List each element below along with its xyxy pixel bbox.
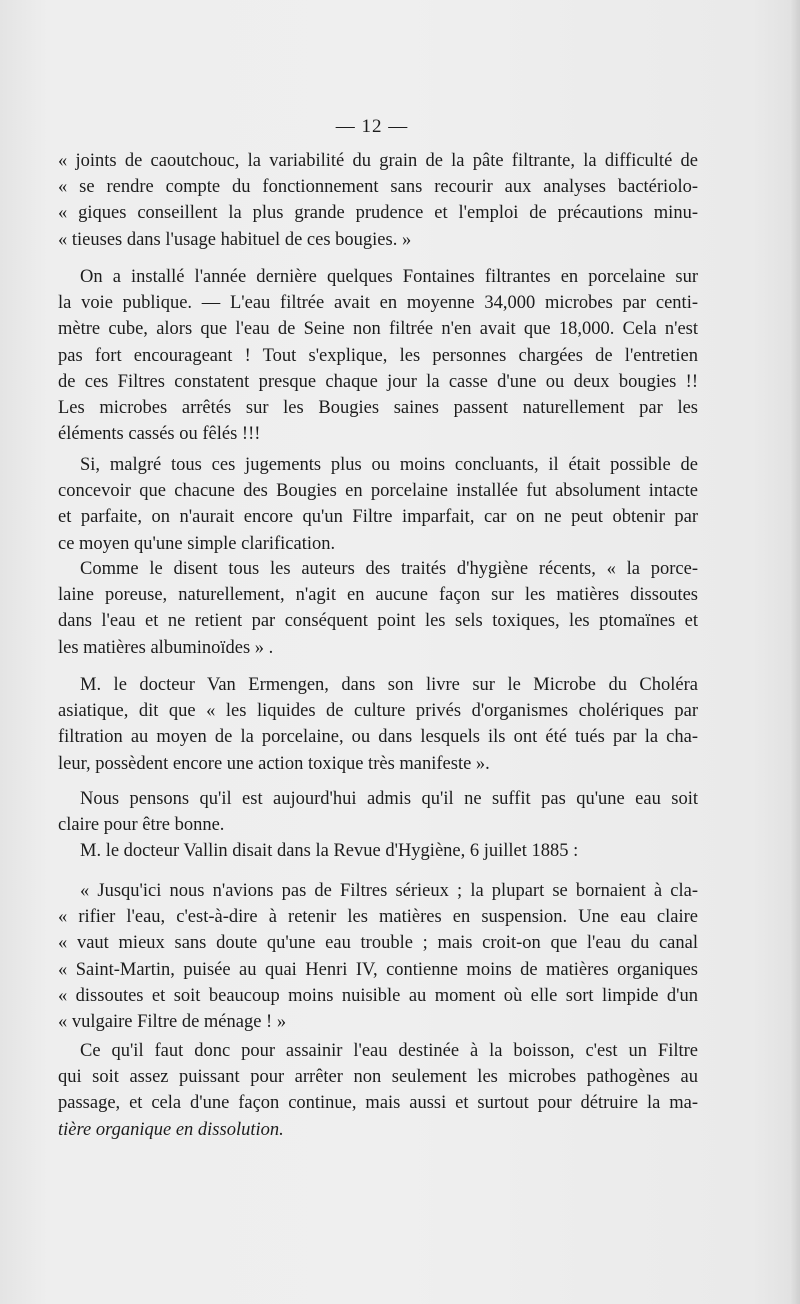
text-line: mètre cube, alors que l'eau de Seine non filtrée n'en avait que 18,000. Cela n'est [58,319,698,340]
text-line: asiatique, dit que « les liquides de culture privés d'organismes cholériques par [58,701,698,722]
text-line: pas fort encourageant ! Tout s'explique, les personnes chargées de l'entretien [58,345,698,366]
text-line: Ce qu'il faut donc pour assainir l'eau destinée à la boisson, c'est un Filtre [80,1041,698,1061]
text-line: « Jusqu'ici nous n'avions pas de Filtres sérieux ; la plupart se bornaient à cla- [80,881,698,901]
text-line: On a installé l'année dernière quelques Fontaines filtrantes en porcelaine sur [80,267,698,287]
paragraph-fontaines [58,264,698,447]
paragraph-van-ermengen [58,672,698,777]
text-line: « dissoutes et soit beaucoup moins nuisible au moment où elle sort limpide d'un [58,985,698,1006]
text-line: ce moyen qu'une simple clarification. [58,533,336,554]
text-line: « se rendre compte du fonctionnement sans recourir aux analyses bactériolo- [58,177,698,198]
text-line: Nous pensons qu'il est aujourd'hui admis qu'il ne suffit pas qu'une eau soit [80,789,698,809]
text-line: « giques conseillent la plus grande prudence et l'emploi de précautions minu- [58,203,698,224]
text-line: « vulgaire Filtre de ménage ! » [58,1012,287,1033]
text-line: « tieuses dans l'usage habituel de ces bougies. » [58,229,412,250]
text-line: laine poreuse, naturellement, n'agit en aucune façon sur les matières dissoutes [58,585,698,606]
text-line: tière organique en dissolution. [58,1119,284,1140]
page-number: — 12 — [335,116,409,137]
text-line: concevoir que chacune des Bougies en porcelaine installée fut absolument intacte [58,481,698,502]
text-line: « Saint-Martin, puisée au quai Henri IV, contienne moins de matières organiques [58,959,698,980]
text-line: de ces Filtres constatent presque chaque jour la casse d'une ou deux bougies !! [58,371,698,392]
text-line: M. le docteur Vallin disait dans la Revue d'Hygiène, 6 juillet 1885 : [80,841,579,861]
text-line: Comme le disent tous les auteurs des traités d'hygiène récents, « la porce- [80,559,698,579]
text-line: « rifier l'eau, c'est-à-dire à retenir les matières en suspension. Une eau claire [58,907,698,928]
text-line: Les microbes arrêtés sur les Bougies saines passent naturellement par les [58,398,698,419]
text-line: qui soit assez puissant pour arrêter non seulement les microbes pathogènes au [58,1067,698,1088]
text-line: « vaut mieux sans doute qu'une eau trouble ; mais croit-on que l'eau du canal [58,933,698,954]
text-line: éléments cassés ou fêlés !!! [58,424,261,445]
page-edge-shadow [790,0,800,1304]
paragraph-vallin-quote [58,878,698,1035]
text-line: les matières albuminoïdes » . [58,637,274,658]
paragraph-porcelaine [58,556,698,661]
text-line: passage, et cela d'une façon continue, mais aussi et surtout pour détruire la ma- [58,1093,698,1114]
text-line: et parfaite, on n'aurait encore qu'un Filtre imparfait, car on ne peut obtenir par [58,507,698,528]
paragraph-eau-claire [58,786,698,838]
paragraph-bougies [58,452,698,557]
text-line: filtration au moyen de la porcelaine, ou dans lesquels ils ont été tués par la cha- [58,727,698,748]
text-line: Si, malgré tous ces jugements plus ou moins concluants, il était possible de [80,455,698,475]
paragraph-conclusion [58,1038,698,1143]
text-line: leur, possèdent encore une action toxique très manifeste ». [58,753,490,774]
paragraph-quote-continuation [58,148,698,253]
paragraph-vallin [58,838,698,864]
text-line: M. le docteur Van Ermengen, dans son livre sur le Microbe du Choléra [80,675,698,695]
text-line: la voie publique. — L'eau filtrée avait en moyenne 34,000 microbes par centi- [58,293,698,314]
text-line: claire pour être bonne. [58,815,225,836]
text-line: « joints de caoutchouc, la variabilité du grain de la pâte filtrante, la difficulté de [58,151,698,171]
text-line: dans l'eau et ne retient par conséquent point les sels toxiques, les ptomaïnes et [58,611,698,632]
